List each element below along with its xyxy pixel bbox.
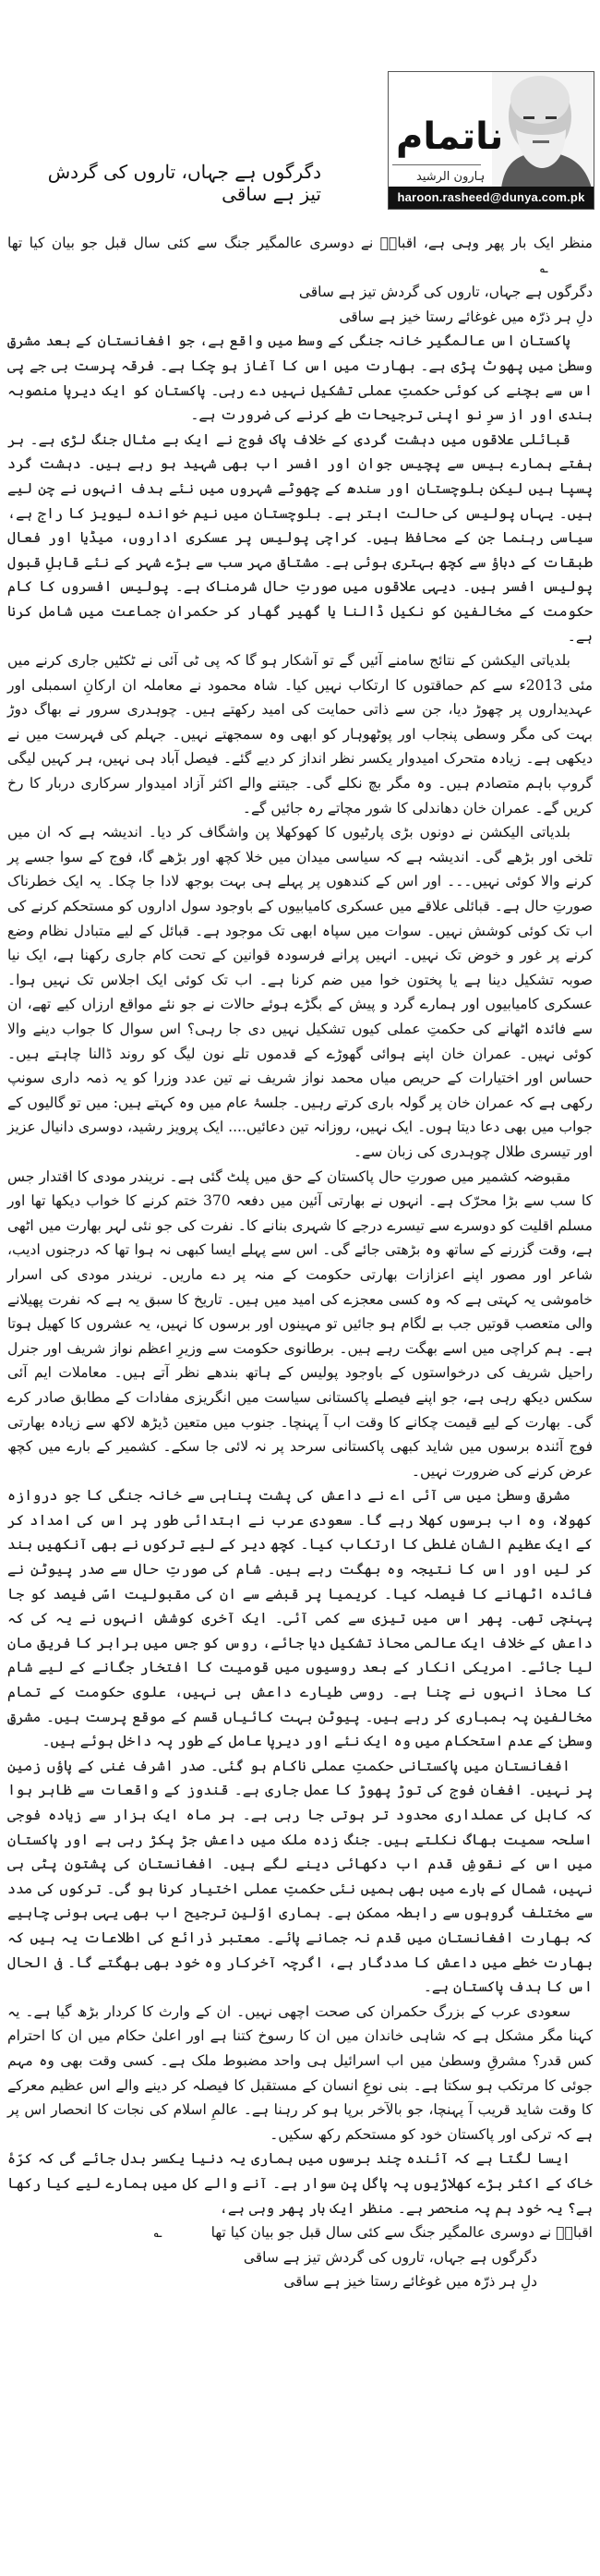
- paragraph: بلدیاتی الیکشن کے نتائج سامنے آئیں گے تو آشکار ہو گا کہ پی ٹی آئی نے ٹکٹیں جاری کرنے میں مئی 2013ء سے کم حماقتوں کا ارتکاب نہیں کیا۔ شاہ محمود نے معاملہ ان ارکانِ اسمبلی اور عہدیداروں پر چھوڑ دیا، جن سے ذاتی حمایت کی امید رکھتے ہیں۔ چوہدری سرور نے بھاگ دوڑ بہت کی مگر وسطی پنجاب اور پوٹھوہار کو ابھی وہ سمجھتے نہیں۔ جہلم کی فہرست میں نے دیکھی ہے۔ زیادہ متحرک امیدوار یکسر نظر انداز کر دیے گئے۔ فیصل آباد ہی نہیں، ہر کہیں لیگی گروپ باہم متصادم ہیں۔ وہ مگر بچ نکلے گی۔ جیتنے والے اکثر آزاد امیدوار سرکاری دربار کا رخ کریں گے۔ عمران خان دھاندلی کا شور مچاتے رہ جائیں گے۔: [7, 652, 594, 816]
- closing-lead: [7, 2220, 593, 2245]
- opening-lead: [7, 231, 593, 280]
- author-name: ہارون الرشید: [416, 170, 486, 184]
- verse-mark: ؎: [153, 2224, 162, 2242]
- paragraph: سعودی عرب کے بزرگ حکمران کی صحت اچھی نہیں۔ ان کے وارث کا کردار بڑھ گیا ہے۔ یہ کہنا مگر مشکل ہے کہ شاہی خاندان میں ان کا رسوخ کتنا ہے اور اعلیٰ حکام میں ان کا احترام کس قدر؟ مشرقِ وسطیٰ میں اب اسرائیل ہی واحد مضبوط ملک ہے۔ کسی وقت بھی وہ مہم جوئی کا مرتکب ہو سکتا ہے۔ بنی نوعِ انسان کے مستقبل کا فیصلہ کر دینے والے اس عظیم معرکے کا وقت شاید قریب آ پہنچا، جو بالآخر برپا ہو کر رہنا ہے۔ عالمِ اسلام کی نجات کا انحصار اس پر ہے کہ ترکی اور پاکستان خود کو مستحکم رکھ سکیں۔: [7, 2002, 593, 2143]
- paragraph: پاکستان اس عالمگیر خانہ جنگی کے وسط میں واقع ہے، جو افغانستان کے بعد مشرقِ وسطیٰ میں پھوٹ پڑی ہے۔ بھارت میں اس کا آغاز ہو چکا ہے۔ فرقہ پرست بی جے پی اس سے بچنے کی کوئی حکمتِ عملی تشکیل نہیں دے رہی۔ پاکستان کو ایک دیرپا منصوبہ بندی اور از سرِ نو اپنی ترجیحات طے کرنے کی ضرورت ہے۔: [7, 333, 593, 424]
- verse-mark: ؎: [539, 259, 548, 276]
- author-email[interactable]: haroon.rasheed@dunya.com.pk: [389, 187, 594, 209]
- column-title: ناتمام: [396, 115, 504, 158]
- logo-divider: [392, 164, 481, 165]
- article-body: [0, 231, 600, 2294]
- paragraph: مقبوضہ کشمیر میں صورتِ حال پاکستان کے حق میں پلٹ گئی ہے۔ نریندر مودی کا اقتدار جس کا سب سے بڑا محرّک ہے۔ انہوں نے بھارتی آئین میں دفعہ 370 ختم کرنے کا خواب دیکھا تھا اور مسلم اقلیت کو دوسرے سے تیسرے درجے کا شہری بنانے کا۔ نفرت کی جو نئی لہر بھارت میں اٹھی ہے، وقت گزرنے کے ساتھ وہ بڑھتی جائے گی۔ اس سے پہلے ایسا کبھی نہ ہوا تھا کہ درجنوں ادیب، شاعر اور مصور اپنے اعزازات بھارتی حکومت کے منہ پر دے ماریں۔ نریندر مودی کی اسرار خاموشی یہ کہتی ہے کہ وہ کسی معجزے کی امید میں ہیں۔ تاریخ کا سبق یہ ہے کہ نفرت پھیلانے والی متعصب قوتیں جب بے لگام ہو جائیں تو مہینوں اور برسوں کا نہیں، یہ عشروں کا کھیل ہوتا ہے۔ ہم کراچی میں اسے بھگت رہے ہیں۔ برطانوی حکومت سے وزیرِ اعظم نواز شریف اور جنرل راحیل شریف کی درخواستوں کے باوجود پولیس کے ہاتھ بندھے نظر آتے ہیں۔ معاملات ایم آئی سکس دیکھ رہی ہے، جو اپنے فیصلے پاکستانی سیاست میں انگریزی مفادات کے مطابق صادر کرے گی۔ بھارت کے لیے قیمت چکانے کا وقت اب آ پہنچا۔ جنوب میں متعین ڈیڑھ لاکھ سے زیادہ بھارتی فوج آئندہ برسوں میں شاید کبھی پاکستانی سرحد پر نہ لائی جا سکے۔ کشمیر کے بارے میں کچھ عرض کرنے کی ضرورت نہیں۔: [7, 1167, 593, 1480]
- paragraph: بلدیاتی الیکشن نے دونوں بڑی پارٹیوں کا کھوکھلا پن واشگاف کر دیا۔ اندیشہ ہے کہ ان میں تلخی اور بڑھے گی۔ اندیشہ ہے کہ سیاسی میدان میں خلا کچھ اور بڑھے گا، فوج کے سوا جسے پر کرنے والا کوئی نہیں۔۔۔ اور اس کے کندھوں پر پہلے ہی بہت بوجھ لادا جا چکا۔ یہ ایک خطرناک صورتِ حال ہے۔ قبائلی علاقے میں عسکری کامیابیوں کے باوجود سول اداروں کو مستحکم کرنے کی اب تک کوئی کوشش نہیں۔ سوات میں سپاہ ابھی تک موجود ہے۔ قبائل کے لیے متبادل نظام وضع کرنے پر غور و خوض تک نہیں۔ انہیں پرانے فرسودہ قوانین کے تحت کام جاری رکھنا ہے، ایک نیا صوبہ تشکیل دینا ہے یا پختون خوا میں ضم کرنا ہے۔ اب تک کوئی ایک اجلاس تک نہیں ہوا۔ عسکری کامیابیوں اور ہمارے گرد و پیش کے بگڑے ہوئے حالات نے جو نئے مواقع ارزاں کیے تھے، ان سے فائدہ اٹھانے کی حکمتِ عملی کیوں تشکیل نہیں دی جا رہی؟ اس سوال کا جواب دینے والا کوئی نہیں۔ عمران خان اپنے ہوائی گھوڑے کے قدموں تلے نون لیگ کو روند ڈالنا چاہتے ہیں۔ حساس اور اختیارات کے حریص میاں محمد نواز شریف نے تین عدد وزرا کو یہ ذمہ داری سونپ رکھی ہے کہ عمران خان پر گولہ باری کرتے رہیں۔ جلسۂ عام میں وہ کہتے ہیں: میں تو گالیوں کے جواب میں بھی دعا دیتا ہوں۔ ایک نہیں، روزانہ تین دعائیں.... ایک پرویز رشید، دوسری دانیال عزیز اور تیسری طلال چوہدری کی زبان سے۔: [7, 824, 593, 1160]
- author-portrait-image: [492, 72, 594, 188]
- verse-line: دگرگوں ہے جہاں، تاروں کی گردش تیز ہے ساقی: [298, 284, 593, 301]
- opening-lead-text: منظر ایک بار پھر وہی ہے، اقبالؔ نے دوسری عالمگیر جنگ سے کئی سال قبل جو بیان کیا تھا: [7, 235, 593, 251]
- verse-line: دگرگوں ہے جہاں، تاروں کی گردش تیز ہے ساقی: [243, 2248, 537, 2266]
- paragraph: قبائلی علاقوں میں دہشت گردی کے خلاف پاک فوج نے ایک بے مثال جنگ لڑی ہے۔ ہر ہفتے ہمارے بیس سے پچیس جوان اور افسر اب بھی شہید ہو رہے ہیں۔ دہشت گرد پسپا ہیں لیکن بلوچستان اور سندھ کے چھوٹے شہروں میں نئے ہدف انہوں نے چن لیے ہیں۔ یہاں پولیس کی حالت ابتر ہے۔ بلوچستان میں نیم خواندہ لیویز کا راج ہے، سیاسی رہنما جن کے محافظ ہیں۔ کراچی پولیس پر عسکری اداروں، میڈیا اور فعال طبقات کے دباؤ سے کچھ بہتری ہوئی ہے۔ مشتاق مہر سب سے بڑے شہر کے نئے قابلِ قبول پولیس افسر ہیں۔ دیہی علاقوں میں صورتِ حال شرمناک ہے۔ پولیس افسروں کا کام حکومت کے مخالفین کو نکیل ڈالنا یا گھیر گھار کر حکمران جماعت میں شامل کرنا ہے۔: [7, 430, 593, 645]
- paragraph: مشرقِ وسطیٰ میں سی آئی اے نے داعش کی پشت پناہی سے خانہ جنگی کا جو دروازہ کھولا، وہ اب برسوں کھلا رہے گا۔ سعودی عرب نے ابتدائی طور پر اس کی امداد کر کے ایک عظیم الشان غلطی کا ارتکاب کیا۔ کچھ دیر کے لیے ترکوں نے بھی آنکھیں بند کر لیں اور اس کا نتیجہ وہ بھگت رہے ہیں۔ شام کی صورتِ حال سے صدر پیوٹن نے فائدہ اٹھانے کا فیصلہ کیا۔ کریمیا پر قبضے سے ان کی مقبولیت اسّی فیصد کو جا پہنچی تھی۔ پھر اس میں تیزی سے کمی آئی۔ ایک آخری کوشش انہوں نے یہ کی کہ داعش کے خلاف ایک عالمی محاذ تشکیل دیا جائے، روس کو جس میں برابر کا فریق مان لیا جائے۔ امریکی انکار کے بعد روسیوں میں قومیت کا افتخار جگانے کے لیے شام کا محاذ انہوں نے چنا ہے۔ روسی طیارے داعش ہی نہیں، علوی حکومت کے تمام مخالفین پہ بمباری کر رہے ہیں۔ پیوٹن بہت کائیاں قسم کے موقع پرست ہیں۔ مشرقِ وسطیٰ کے عدم استحکام میں وہ ایک نئے اور دیرپا عامل کے طور پہ داخل ہوئے ہیں۔: [7, 1487, 593, 1750]
- verse-line: دلِ ہر ذرّہ میں غوغائے رستا خیز ہے ساقی: [339, 308, 593, 325]
- verse-line: دلِ ہر ذرّہ میں غوغائے رستا خیز ہے ساقی: [283, 2273, 537, 2291]
- opening-verse: [7, 280, 593, 329]
- closing-lead-text: اقبالؔ نے دوسری عالمگیر جنگ سے کئی سال قبل جو بیان کیا تھا: [210, 2224, 593, 2242]
- paragraph: افغانستان میں پاکستانی حکمتِ عملی ناکام ہو گئی۔ صدر اشرف غنی کے پاؤں زمین پر نہیں۔ افغان فوج کی توڑ پھوڑ کا عمل جاری ہے۔ قندوز کے واقعات سے ظاہر ہوا کہ کابل کی عملداری محدود تر ہوتی جا رہی ہے۔ ہر ماہ ایک ہزار سے زیادہ فوجی اسلحہ سمیت بھاگ نکلتے ہیں۔ جنگ زدہ ملک میں داعش جڑ پکڑ رہی ہے اور پاکستان میں اس کے نقوشِ قدم اب دکھائی دینے لگے ہیں۔ افغانستان کی پشتون پٹی ہی نہیں، شمال کے بارے میں بھی ہمیں نئی حکمتِ عملی اختیار کرنا ہو گی۔ ترکوں کی مدد سے مختلف گروہوں سے رابطہ ممکن ہے۔ ہماری اوّلین ترجیح اب بھی یہی ہونی چاہیے کہ بھارت افغانستان میں قدم نہ جمانے پائے۔ معتبر ذرائع کی اطلاعات یہ ہیں کہ بھارت خطے میں داعش کا مددگار ہے، اگرچہ آخرکار وہ خود بھی بھگتے گا۔ فی الحال اس کا ہدف پاکستان ہے۔: [7, 1757, 593, 1996]
- column-logo-box: [388, 71, 594, 210]
- closing-verse: [7, 2245, 593, 2294]
- article-headline: دگرگوں ہے جہاں، تاروں کی گردش تیز ہے ساقی: [47, 161, 321, 205]
- closing-paragraph: ایسا لگتا ہے کہ آئندہ چند برسوں میں ہماری یہ دنیا یکسر بدل جائے گی کہ کرّۂ خاک کے اکثر بڑے کھلاڑیوں پہ پاگل پن سوار ہے۔ آنے والے کل میں ہمارے لیے کیا رکھا ہے؟ یہ خود ہم پہ منحصر ہے۔ منظر ایک بار پھر وہی ہے،: [7, 2150, 593, 2217]
- column-header: [0, 0, 600, 231]
